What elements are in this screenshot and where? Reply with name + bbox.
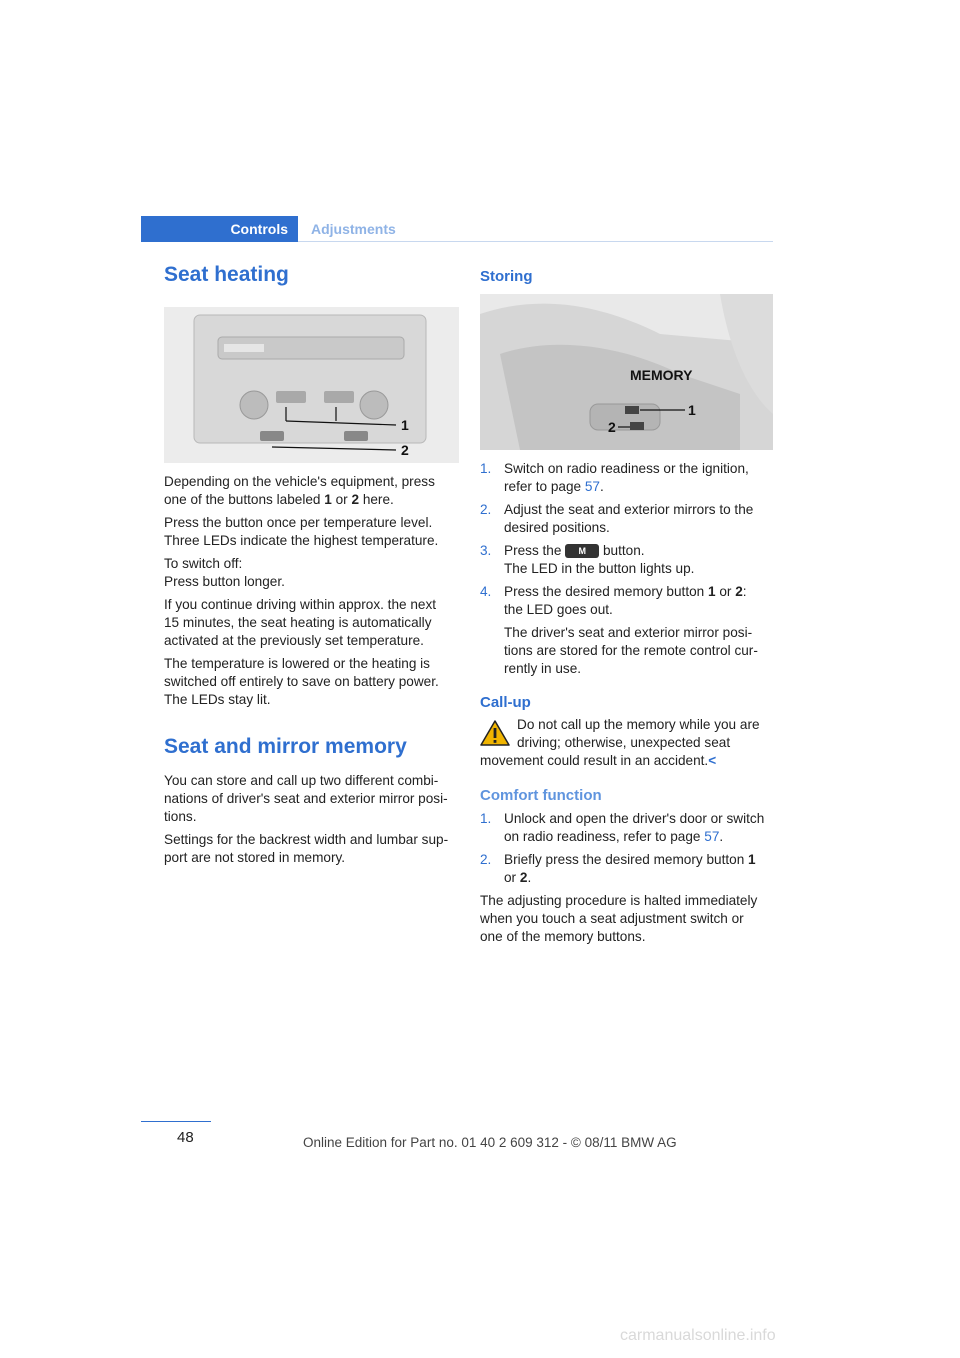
fig1-label-1: 1 bbox=[401, 417, 409, 433]
heading-call-up: Call-up bbox=[480, 694, 531, 711]
paragraph: The temperature is lowered or the heating is switched off entirely to save on battery power. The LEDs stay lit. bbox=[164, 656, 439, 707]
climate-control-figure bbox=[164, 307, 459, 463]
fig2-memory-text: MEMORY bbox=[630, 367, 693, 383]
heading-seat-heating: Seat heating bbox=[164, 263, 289, 286]
section-tab bbox=[141, 216, 298, 242]
paragraph: To switch off: Press button longer. bbox=[164, 556, 285, 589]
seat-memory-figure bbox=[480, 294, 773, 450]
page-number: 48 bbox=[177, 1129, 194, 1146]
page-number-rule bbox=[141, 1121, 211, 1122]
memory-button-icon: M bbox=[565, 544, 599, 558]
subsection-label: Adjustments bbox=[311, 221, 396, 237]
page-link-57[interactable]: 57 bbox=[704, 829, 720, 844]
header-rule bbox=[298, 241, 773, 242]
section-label: Controls bbox=[230, 221, 288, 237]
warning-line: movement could result in an accident.< bbox=[480, 753, 717, 768]
fig2-label-2: 2 bbox=[608, 419, 616, 435]
paragraph: Settings for the backrest width and lumbar sup- port are not stored in memory. bbox=[164, 832, 449, 865]
heading-comfort-function: Comfort function bbox=[480, 787, 602, 804]
paragraph: The adjusting procedure is halted immediately when you touch a seat adjustment switch or one of the memory buttons. bbox=[480, 893, 758, 944]
paragraph: Depending on the vehicle's equipment, press one of the buttons labeled 1 or 2 here. bbox=[164, 474, 435, 507]
warning-line: driving; otherwise, unexpected seat bbox=[517, 735, 731, 750]
warning-icon bbox=[480, 719, 510, 747]
watermark: carmanualsonline.info bbox=[620, 1327, 776, 1344]
heading-seat-mirror-memory: Seat and mirror memory bbox=[164, 735, 407, 758]
warning-line: Do not call up the memory while you are bbox=[517, 717, 760, 732]
fig2-label-1: 1 bbox=[688, 402, 696, 418]
fig1-label-2: 2 bbox=[401, 442, 409, 458]
heading-storing: Storing bbox=[480, 268, 533, 285]
paragraph: Press the button once per temperature level. Three LEDs indicate the highest temperature. bbox=[164, 515, 439, 548]
paragraph: You can store and call up two different combi- nations of driver's seat and exterior mirror posi- tions. bbox=[164, 773, 448, 824]
page-link-57[interactable]: 57 bbox=[584, 479, 600, 494]
footer-text: Online Edition for Part no. 01 40 2 609 312 - © 08/11 BMW AG bbox=[303, 1135, 677, 1150]
paragraph: If you continue driving within approx. the next 15 minutes, the seat heating is automatically activated at the previously set temperature. bbox=[164, 597, 437, 648]
